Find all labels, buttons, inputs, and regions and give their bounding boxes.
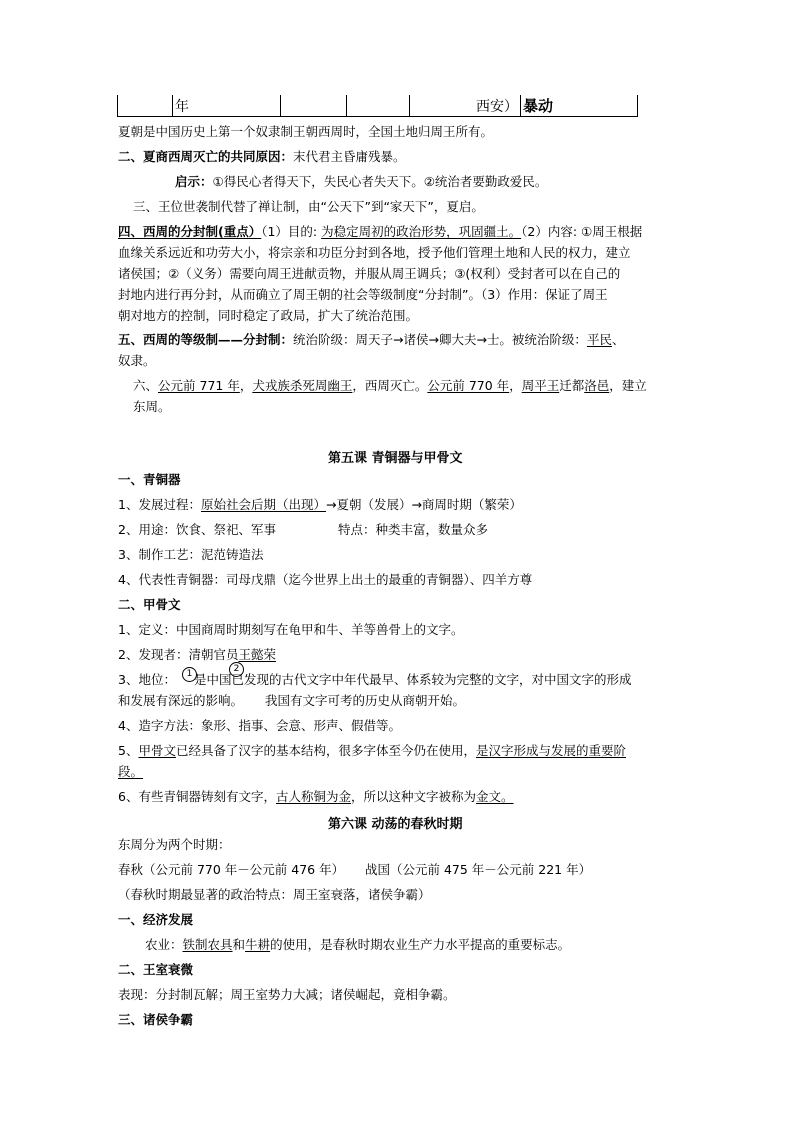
paragraph-zhou-fall bbox=[133, 378, 647, 394]
table-row bbox=[118, 95, 638, 117]
section-heading: 一、青铜器 bbox=[118, 472, 181, 487]
text: 3、地位： bbox=[118, 672, 176, 687]
list-item bbox=[118, 743, 626, 759]
text: 是中国已发现的古代文字中年代最早、体系较为完整的文字，对中国文字的形成 bbox=[193, 672, 632, 687]
paragraph-fief-system bbox=[118, 224, 642, 240]
section-heading: 四、西周的分封制(重点） bbox=[118, 224, 262, 239]
text: 统治阶级：周天子→诸侯→卿大夫→士。被统治阶级： bbox=[293, 332, 587, 347]
list-item-feature: 特点：种类丰富，数量众多 bbox=[338, 522, 489, 537]
table-fragment bbox=[117, 95, 638, 117]
table-cell bbox=[281, 95, 347, 117]
paragraph-lesson bbox=[175, 174, 547, 190]
paragraph bbox=[145, 937, 570, 953]
underlined-text: 公元前 771 年 bbox=[158, 378, 240, 393]
paragraph-hierarchy bbox=[118, 332, 624, 348]
section-heading: 三、诸侯争霸 bbox=[118, 1012, 194, 1027]
text: 和 bbox=[232, 937, 246, 952]
list-item bbox=[118, 497, 522, 513]
section-heading: 二、夏商西周灭亡的共同原因： bbox=[118, 149, 294, 164]
underlined-text: 原始社会后期（出现） bbox=[200, 497, 326, 512]
list-item: 2、用途：饮食、祭祀、军事 bbox=[118, 522, 276, 537]
text: 5、 bbox=[118, 743, 139, 758]
underlined-text: 铁制农具 bbox=[182, 937, 233, 952]
text: ， bbox=[509, 378, 522, 393]
list-item bbox=[118, 672, 631, 688]
list-item: 1、定义：中国商周时期刻写在龟甲和牛、羊等兽骨上的文字。 bbox=[118, 622, 464, 637]
paragraph-succession: 三、王位世袭制代替了禅让制，由“公天下”到“家天下”，夏启。 bbox=[133, 199, 484, 214]
paragraph-line: 奴隶。 bbox=[118, 353, 156, 368]
paragraph-line: 朝对地方的控制，同时稳定了政局，扩大了统治范围。 bbox=[118, 308, 419, 323]
list-item: 3、制作工艺：泥范铸造法 bbox=[118, 547, 264, 562]
underlined-text: 是汉字形成与发展的重要阶 bbox=[475, 743, 626, 758]
paragraph-line bbox=[118, 693, 465, 709]
label: 启示： bbox=[175, 174, 213, 189]
circled-number-marker: 2 bbox=[229, 662, 244, 677]
section-heading: 一、经济发展 bbox=[118, 912, 194, 927]
text: 、 bbox=[611, 332, 625, 347]
text: 6、有些青铜器铸刻有文字， bbox=[118, 789, 276, 804]
paragraph: 表现：分封制瓦解；周王室势力大减；诸侯崛起，竟相争霸。 bbox=[118, 987, 456, 1002]
lesson-title: 第六课 动荡的春秋时期 bbox=[328, 817, 463, 832]
lesson-title: 第五课 青铜器与甲骨文 bbox=[328, 451, 463, 466]
list-item: 4、代表性青铜器：司母戊鼎（迄今世界上出土的最重的青铜器）、四羊方尊 bbox=[118, 572, 533, 587]
list-item bbox=[118, 789, 514, 805]
paragraph-fall-causes bbox=[118, 149, 406, 165]
text: 末代君主昏庸残暴。 bbox=[293, 149, 406, 164]
list-item bbox=[118, 647, 276, 663]
underlined-text: 为稳定周初的政治形势，巩固疆土。 bbox=[321, 224, 522, 239]
paragraph-line: 血缘关系远近和功劳大小，将宗亲和功臣分封到各地，授予他们管理土地和人民的权力，建立 bbox=[118, 245, 631, 260]
text: 和发展有深远的影响。 bbox=[118, 693, 244, 708]
paragraph-xia: 夏朝是中国历史上第一个奴隶制王朝西周时，全国土地归周王所有。 bbox=[118, 124, 494, 139]
period-spring-autumn: 春秋（公元前 770 年－公元前 476 年） bbox=[118, 862, 345, 877]
text: 迁都 bbox=[559, 378, 585, 393]
underlined-text: 平民 bbox=[586, 332, 612, 347]
text: 农业： bbox=[145, 937, 183, 952]
text: 2、发现者：清朝官员 bbox=[118, 647, 239, 662]
table-cell bbox=[118, 95, 173, 117]
text: ，西周灭亡。 bbox=[352, 378, 428, 393]
text: 我国有文字可考的历史从商朝开始。 bbox=[265, 693, 466, 708]
text: 1、发展过程： bbox=[118, 497, 201, 512]
paragraph: （春秋时期最显著的政治特点：周王室衰落，诸侯争霸） bbox=[118, 887, 431, 902]
underlined-text: 犬戎族杀死周幽王 bbox=[252, 378, 353, 393]
paragraph: 东周分为两个时期： bbox=[118, 837, 231, 852]
text: 的使用，是春秋时期农业生产力水平提高的重要标志。 bbox=[270, 937, 571, 952]
text: 已经具备了汉字的基本结构，很多字体至今仍在使用， bbox=[175, 743, 476, 758]
text: ， bbox=[239, 378, 253, 393]
underlined-text: 公元前 770 年 bbox=[427, 378, 510, 393]
text: ，建立 bbox=[609, 378, 647, 393]
period-warring-states: 战国（公元前 475 年－公元前 221 年） bbox=[365, 862, 592, 877]
underlined-text: 牛耕 bbox=[245, 937, 271, 952]
table-cell: 年 bbox=[173, 95, 281, 117]
underlined-text: 金文。 bbox=[476, 789, 514, 804]
section-heading: 二、甲骨文 bbox=[118, 597, 181, 612]
circled-number-marker: 1 bbox=[182, 667, 197, 682]
table-cell bbox=[347, 95, 410, 117]
section-heading: 五、西周的等级制——分封制： bbox=[118, 332, 294, 347]
paragraph-line: 诸侯国；②（义务）需要向周王进献贡物，并服从周王调兵；③(权利）受封者可以在自己的 bbox=[118, 266, 621, 281]
underlined-text: 古人称铜为金 bbox=[275, 789, 351, 804]
list-item: 4、造字方法：象形、指事、会意、形声、假借等。 bbox=[118, 718, 401, 733]
underlined-text: 周平王 bbox=[521, 378, 560, 393]
table-cell: 暴动 bbox=[521, 95, 638, 117]
text: （1）目的: bbox=[261, 224, 322, 239]
text: →夏朝（发展）→商周时期（繁荣） bbox=[325, 497, 522, 512]
text: ，所以这种文字被称为 bbox=[350, 789, 476, 804]
underlined-text: 甲骨文 bbox=[138, 743, 176, 758]
section-heading: 二、王室衰微 bbox=[118, 962, 194, 977]
paragraph-line: 东周。 bbox=[133, 399, 171, 414]
text: ①得民心者得天下，失民心者失天下。②统治者要勤政爱民。 bbox=[212, 174, 548, 189]
underlined-text: 洛邑 bbox=[584, 378, 610, 393]
text: （2）内容: ①周王根据 bbox=[521, 224, 643, 239]
table-cell: 西安） bbox=[410, 95, 521, 117]
underlined-text: 王懿荣 bbox=[238, 647, 276, 662]
paragraph-line: 段。 bbox=[118, 764, 144, 779]
text: 六、 bbox=[133, 378, 159, 393]
paragraph-line: 封地内进行再分封，从而确立了周王朝的社会等级制度“分封制”。（3）作用：保证了周王 bbox=[118, 287, 608, 302]
